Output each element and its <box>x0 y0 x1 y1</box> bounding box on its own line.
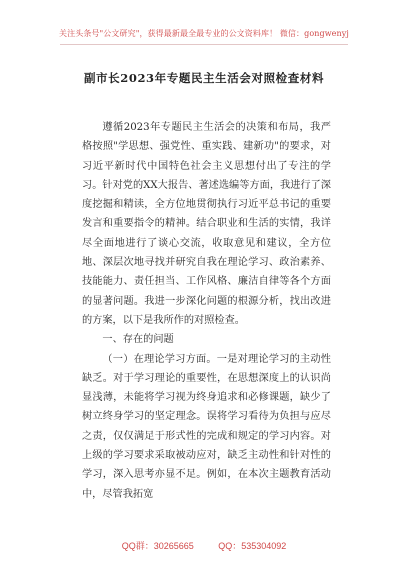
header-note: 关注头条号"公文研究"，获得最新最全最专业的公文资料库！ 微信：gongwenyj <box>59 29 349 38</box>
footer-qq-group: QQ群：30265665 <box>121 541 194 551</box>
section-heading: 一、存在的问题 <box>102 334 174 346</box>
footer <box>0 539 408 552</box>
intro-paragraph: 遵循2023年专题民主生活会的决策和布局，我严格按照"学思想、强党性、重实践、建新功"的要求，对习近平新时代中国特色社会主义思想付出了专注的学习。针对党的XX大报告、著述选编等方面，我进行了深度挖掘和精读，全方位地贯彻执行习近平总书记的重要发言和重要指令的精神。结合职业和生活的实情，我详尽全面地进行了谈心交流，收取意见和建议，全方位地、深层次地寻找并研究自我在理论学习、政治素养、技能能力、责任担当、工作风格、廉洁自律等各个方面的显著问题。我进一步深化问题的根源分析，找出改进的方案，以下是我所作的对照检查。 <box>82 122 331 326</box>
header-divider <box>60 44 348 45</box>
document-title: 副市长2023年专题民主生活会对照检查材料 <box>83 71 325 85</box>
footer-qq: QQ：535304092 <box>218 541 287 551</box>
document-body <box>82 118 331 504</box>
section-paragraph: （一）在理论学习方面。一是对理论学习的主动性缺乏。对于学习理论的重要性，在思想深度上的认识尚显浅薄，未能将学习视为终身追求和必修课题，缺少了树立终身学习的坚定理念。误将学习看待为负担与应尽之责，仅仅满足于形式性的完成和规定的学习内容。对上级的学习要求采取被动应对，缺乏主动性和针对性的学习，深入思考亦显不足。例如，在本次主题教育活动中，尽管我拓宽 <box>82 353 331 500</box>
